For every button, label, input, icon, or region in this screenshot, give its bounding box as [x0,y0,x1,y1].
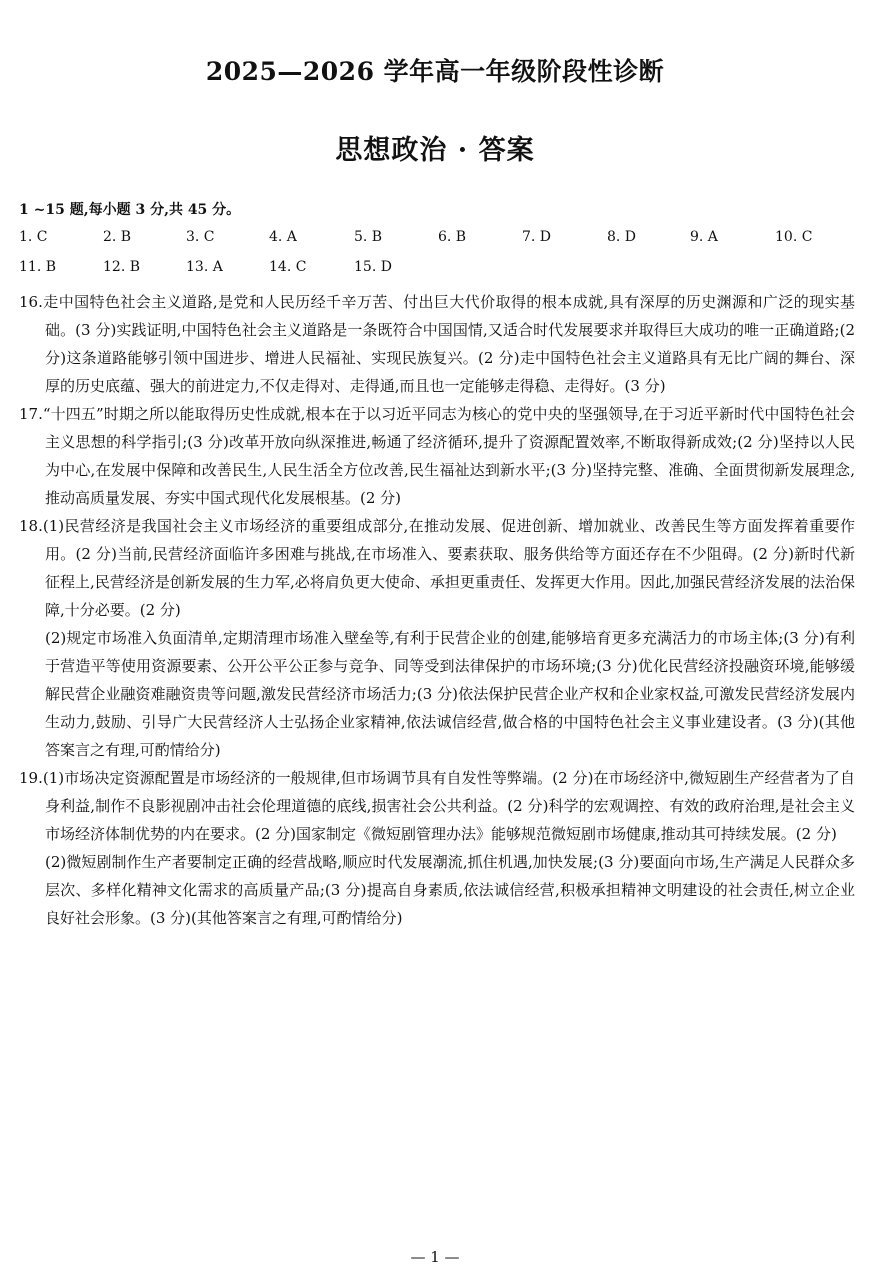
multiple-choice-row-2 [19,259,859,279]
mc-answer-13: 13. A [186,259,223,275]
mc-answer-3: 3. C [186,229,215,245]
mc-answer-8: 8. D [607,229,637,245]
mc-answer-15: 15. D [354,259,392,275]
mc-answer-11: 11. B [19,259,57,275]
multiple-choice-row-1 [19,229,859,249]
page-number: — 1 — [410,1248,460,1266]
answer-19-part-1: 19.(1)市场决定资源配置是市场经济的一般规律,但市场调节具有自发性等弊端。(2 分)在市场经济中,微短剧生产经营者为了自身利益,制作不良影视剧冲击社会伦理道德的底线,损害社会公共利益。(2 分)科学的宏观调控、有效的政府治理,是社会主义市场经济体制优势的内在要求。(2 分)国家制定《微短剧管理办法》能够规范微短剧市场健康,推动其可持续发展。(2 分) [19,769,855,843]
mc-answer-1: 1. C [19,229,48,245]
mc-answer-10: 10. C [775,229,813,245]
answer-18-part-1: 18.(1)民营经济是我国社会主义市场经济的重要组成部分,在推动发展、促进创新、增加就业、改善民生等方面发挥着重要作用。(2 分)当前,民营经济面临许多困难与挑战,在市场准入、要素获取、服务供给等方面还存在不少阻碍。(2 分)新时代新征程上,民营经济是创新发展的生力军,必将肩负更大使命、承担更重责任、发挥更大作用。因此,加强民营经济发展的法治保障,十分必要。(2 分) [19,517,855,619]
page-title: 2025—2026 学年高一年级阶段性诊断 [205,57,665,86]
subjective-answers [19,288,855,932]
answer-18-part-2: (2)规定市场准入负面清单,定期清理市场准入壁垒等,有利于民营企业的创建,能够培育更多充满活力的市场主体;(3 分)有利于营造平等使用资源要素、公开公平公正参与竞争、同等受到法律保护的市场环境;(3 分)优化民营经济投融资环境,能够缓解民营企业融资难融资贵等问题,激发民营经济市场活力;(3 分)依法保护民营企业产权和企业家权益,可激发民营经济发展内生动力,鼓励、引导广大民营经济人士弘扬企业家精神,依法诚信经营,做合格的中国特色社会主义事业建设者。(3 分)(其他答案言之有理,可酌情给分) [45,629,855,759]
mc-answer-9: 9. A [690,229,718,245]
mc-answer-12: 12. B [103,259,141,275]
mc-answer-6: 6. B [438,229,467,245]
mc-answer-4: 4. A [269,229,297,245]
mc-answer-2: 2. B [103,229,132,245]
answer-16: 16.走中国特色社会主义道路,是党和人民历经千辛万苦、付出巨大代价取得的根本成就,具有深厚的历史渊源和广泛的现实基础。(3 分)实践证明,中国特色社会主义道路是一条既符合中国国情,又适合时代发展要求并取得巨大成功的唯一正确道路;(2 分)这条道路能够引领中国进步、增进人民福祉、实现民族复兴。(2 分)走中国特色社会主义道路具有无比广阔的舞台、深厚的历史底蕴、强大的前进定力,不仅走得对、走得通,而且也一定能够走得稳、走得好。(3 分) [19,293,855,395]
answer-19-part-2: (2)微短剧制作生产者要制定正确的经营战略,顺应时代发展潮流,抓住机遇,加快发展;(3 分)要面向市场,生产满足人民群众多层次、多样化精神文化需求的高质量产品;(3 分)提高自身素质,依法诚信经营,积极承担精神文明建设的社会责任,树立企业良好社会形象。(3 分)(其他答案言之有理,可酌情给分) [45,853,855,927]
mc-answer-7: 7. D [522,229,552,245]
answer-17: 17.“十四五”时期之所以能取得历史性成就,根本在于以习近平同志为核心的党中央的坚强领导,在于习近平新时代中国特色社会主义思想的科学指引;(3 分)改革开放向纵深推进,畅通了经济循环,提升了资源配置效率,不断取得新成效;(2 分)坚持以人民为中心,在发展中保障和改善民生,人民生活全方位改善,民生福祉达到新水平;(3 分)坚持完整、准确、全面贯彻新发展理念,推动高质量发展、夯实中国式现代化发展根基。(2 分) [19,405,855,507]
page-subtitle: 思想政治 · 答案 [335,135,535,166]
multiple-choice-intro: 1 ~15 题,每小题 3 分,共 45 分。 [19,202,241,218]
mc-answer-5: 5. B [354,229,383,245]
mc-answer-14: 14. C [269,259,307,275]
